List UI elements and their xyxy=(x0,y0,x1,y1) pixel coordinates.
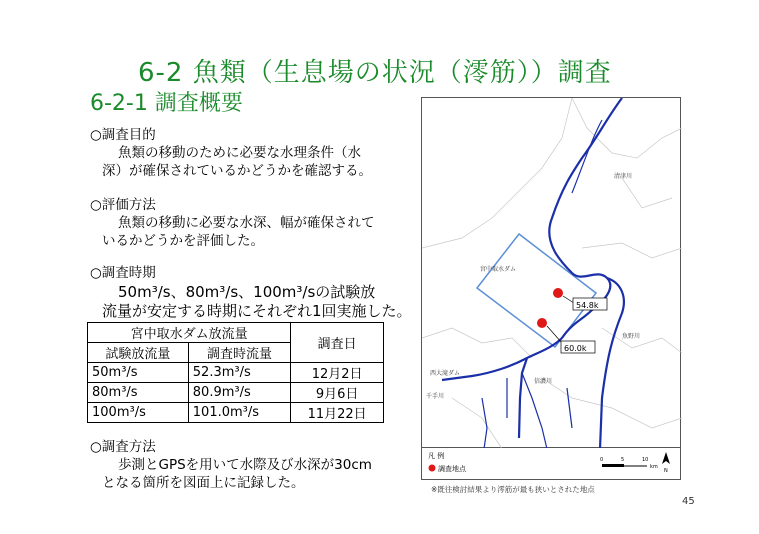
scale-unit: km xyxy=(650,464,658,470)
purpose-line1: 魚類の移動のために必要な水理条件（水 xyxy=(118,145,361,161)
cell-measured: 101.0m³/s xyxy=(188,403,290,423)
north-arrow-icon xyxy=(662,452,670,464)
method-line2: となる箇所を図面上に記録した。 xyxy=(102,475,305,491)
table-header-date: 調査日 xyxy=(291,323,384,363)
river-label-a: 信濃川 xyxy=(534,378,553,385)
timing-section xyxy=(90,264,412,320)
cell-test: 80m³/s xyxy=(88,383,189,403)
cell-test: 50m³/s xyxy=(88,363,189,383)
river-map xyxy=(421,97,681,448)
survey-area-box xyxy=(477,234,596,347)
page-title: 6-2 魚類（生息場の状況（澪筋））調査 xyxy=(138,58,612,88)
purpose-section xyxy=(90,126,372,180)
legend-point-icon xyxy=(429,465,436,472)
legend-title: 凡 例 xyxy=(428,452,445,460)
north-label: N xyxy=(664,468,668,474)
scale-0: 0 xyxy=(600,457,604,463)
method-line1: 歩測とGPSを用いて水際及び水深が30cm xyxy=(118,457,372,473)
dam-label: 宮中取水ダム xyxy=(480,266,517,273)
purpose-heading: ○調査目的 xyxy=(90,127,156,143)
dam2-label: 西大滝ダム xyxy=(430,370,461,377)
legend-drawing xyxy=(422,448,682,480)
scale-5: 5 xyxy=(621,457,625,463)
table-row xyxy=(88,363,384,383)
timing-line1: 50m³/s、80m³/s、100m³/sの試験放 xyxy=(118,283,376,301)
table-row xyxy=(88,403,384,423)
table-row xyxy=(88,383,384,403)
survey-point-2 xyxy=(537,318,547,328)
evaluation-section xyxy=(90,196,375,250)
evaluation-line2: いるかどうかを評価した。 xyxy=(102,233,264,249)
discharge-table xyxy=(87,322,384,423)
table-header-group: 宮中取水ダム放流量 xyxy=(88,323,291,343)
legend-item: 調査地点 xyxy=(438,465,466,473)
point-label-1: 54.8k xyxy=(576,301,599,310)
purpose-line2: 深）が確保されているかどうかを確認する。 xyxy=(102,163,372,179)
map-drawing xyxy=(422,98,682,449)
timing-line2: 流量が安定する時期にそれぞれ1回実施した。 xyxy=(102,302,412,320)
map-footnote: ※既往検討結果より澪筋が最も狭いとされた地点 xyxy=(431,485,595,494)
evaluation-line1: 魚類の移動に必要な水深、幅が確保されて xyxy=(118,215,375,231)
river-network xyxy=(442,98,624,449)
cell-date: 9月6日 xyxy=(291,383,384,403)
river-label-b: 魚野川 xyxy=(622,333,641,340)
section-subtitle: 6-2-1 調査概要 xyxy=(90,91,243,116)
evaluation-heading: ○評価方法 xyxy=(90,197,156,213)
cell-date: 12月2日 xyxy=(291,363,384,383)
town-label: 千手川 xyxy=(426,393,445,400)
boundary-lines xyxy=(422,98,682,449)
cell-measured: 52.3m³/s xyxy=(188,363,290,383)
river-label-bridge: 清津川 xyxy=(614,173,633,180)
cell-measured: 80.9m³/s xyxy=(188,383,290,403)
page-number: 45 xyxy=(682,496,695,507)
cell-test: 100m³/s xyxy=(88,403,189,423)
cell-date: 11月22日 xyxy=(291,403,384,423)
method-section xyxy=(90,438,372,492)
survey-point-1 xyxy=(553,288,563,298)
point-label-2: 60.0k xyxy=(564,344,587,353)
map-legend xyxy=(421,448,681,480)
scale-10: 10 xyxy=(642,457,649,463)
timing-heading: ○調査時期 xyxy=(90,265,156,281)
method-heading: ○調査方法 xyxy=(90,439,156,455)
table-header-measured: 調査時流量 xyxy=(188,343,290,363)
table-header-test: 試験放流量 xyxy=(88,343,189,363)
